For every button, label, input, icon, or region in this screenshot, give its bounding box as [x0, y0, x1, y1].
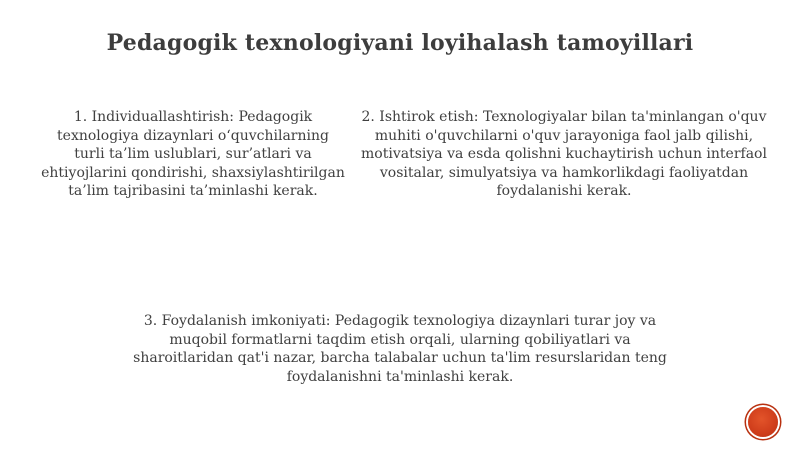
principle-accessibility: 3. Foydalanish imkoniyati: Pedagogik texnologiya dizaynlari turar joy va muqobil formatlarni taqdim etish orqali, ularning qobiliyatlari va sharoitlaridan qat'i nazar, barcha talabalar uchun ta'lim resurslaridan teng foydalanishni ta'minlashi kerak.: [133, 313, 667, 385]
circle-button-icon[interactable]: [748, 407, 778, 437]
slide-title: Pedagogik texnologiyani loyihalash tamoyillari: [106, 30, 694, 56]
principle-participation: 2. Ishtirok etish: Texnologiyalar bilan ta'minlangan o'quv muhiti o'quvchilarni o'quv jarayoniga faol jalb qilishi, motivatsiya va esda qolishni kuchaytirish uchun interfaol vositalar, simulyatsiya va hamkorlikdagi faoliyatdan foydalanishi kerak.: [361, 109, 767, 199]
principle-individualization: 1. Individuallashtirish: Pedagogik texnologiya dizaynlari o‘quvchilarning turli ta’lim uslublari, sur’atlari va ehtiyojlarini qondirishi, shaxsiylashtirilgan ta’lim tajribasini ta’minlashi kerak.: [41, 109, 345, 199]
